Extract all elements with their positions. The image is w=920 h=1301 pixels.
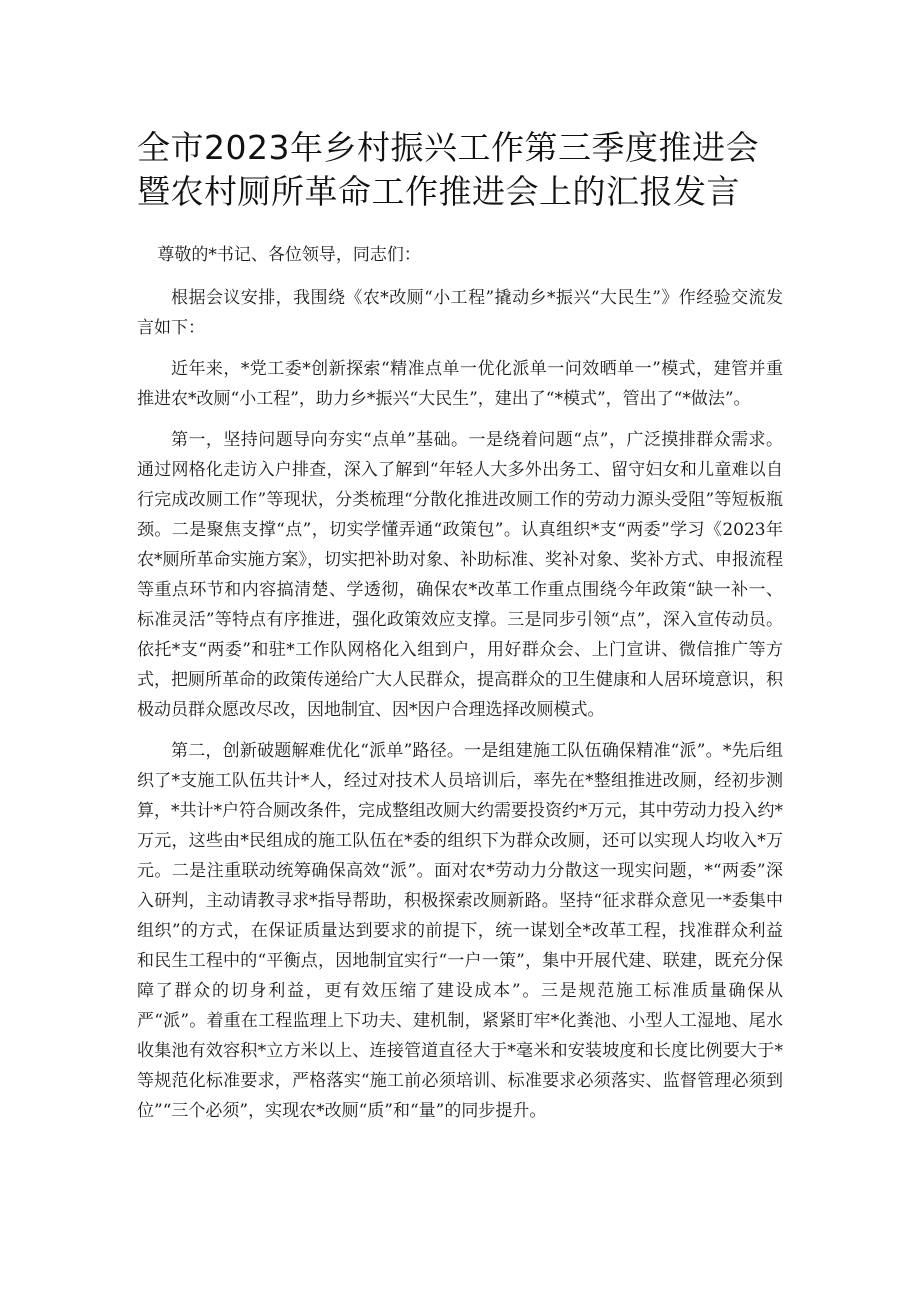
- salutation: 尊敬的*书记、各位领导，同志们：: [157, 245, 421, 265]
- paragraph-first-point: 第一，坚持问题导向夯实“点单”基础。一是绕着问题“点”，广泛摸排群众需求。通过网格化走访入户排查，深入了解到“年轻人大多外出务工、留守妇女和儿童难以自行完成改厕工作”等现状，分类梳理“分散化推进改厕工作的劳动力源头受阻”等短板瓶颈。二是聚焦支撑“点”，切实学懂弄通“政策包”。认真组织*支“两委”学习《2023年农*厕所革命实施方案》，切实把补助对象、补助标准、奖补对象、奖补方式、申报流程等重点环节和内容搞清楚、学透彻，确保农*改革工作重点围绕今年政策“缺一补一、标准灵活”等特点有序推进，强化政策效应支撑。三是同步引领“点”，深入宣传动员。依托*支“两委”和驻*工作队网格化入组到户，用好群众会、上门宣讲、微信推广等方式，把厕所革命的政策传递给广大人民群众，提高群众的卫生健康和人居环境意识，积极动员群众愿改尽改，因地制宜、因*因户合理选择改厕模式。: [137, 430, 783, 720]
- paragraph-background: 近年来，*党工委*创新探索“精准点单一优化派单一问效晒单一”模式，建管并重推进农*改厕“小工程”，助力乡*振兴“大民生”，建出了“*模式”，管出了“*做法”。: [137, 359, 783, 409]
- document-body: [137, 240, 783, 1137]
- paragraph-second-point: 第二，创新破题解难优化“派单”路径。一是组建施工队伍确保精准“派”。*先后组织了*支施工队伍共计*人，经过对技术人员培训后，率先在*整组推进改厕，经初步测算，*共计*户符合厕改条件，完成整组改厕大约需要投资约*万元，其中劳动力投入约*万元，这些由*民组成的施工队伍在*委的组织下为群众改厕，还可以实现人均收入*万元。二是注重联动统筹确保高效“派”。面对农*劳动力分散这一现实问题，*“两委”深入研判，主动请教寻求*指导帮助，积极探索改厕新路。坚持“征求群众意见一*委集中组织”的方式，在保证质量达到要求的前提下，统一谋划全*改革工程，找准群众利益和民生工程中的“平衡点，因地制宜实行“一户一策”，集中开展代建、联建，既充分保障了群众的切身利益，更有效压缩了建设成本”。三是规范施工标准质量确保从严“派”。着重在工程监理上下功夫、建机制，紧紧盯牢*化粪池、小型人工湿地、尾水收集池有效容积*立方米以上、连接管道直径大于*毫米和安装坡度和长度比例要大于*等规范化标准要求，严格落实“施工前必须培训、标准要求必须落实、监督管理必须到位”“三个必须”，实现农*改厕“质”和“量”的同步提升。: [137, 741, 783, 1121]
- paragraph-intro: 根据会议安排，我围绕《农*改厕“小工程”撬动乡*振兴“大民生”》作经验交流发言如下：: [137, 288, 783, 338]
- document-title: 全市2023年乡村振兴工作第三季度推进会暨农村厕所革命工作推进会上的汇报发言: [137, 128, 759, 211]
